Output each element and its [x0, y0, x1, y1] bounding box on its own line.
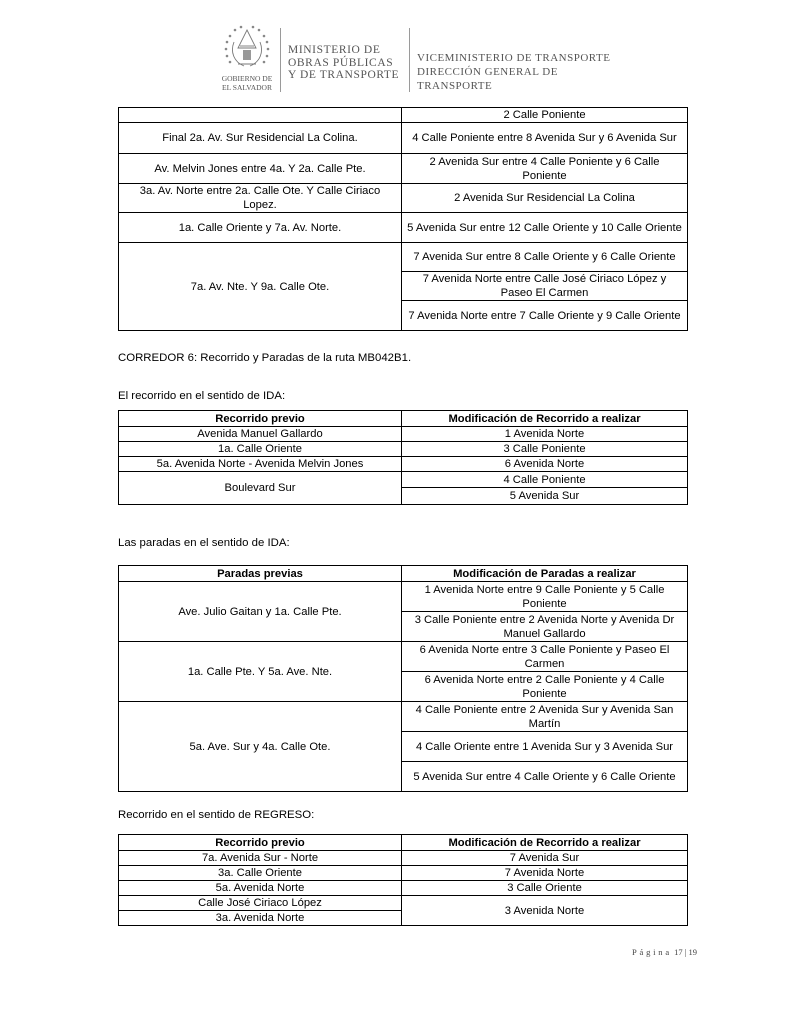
table-row: [119, 457, 688, 472]
gov-line-1: GOBIERNO DE: [221, 74, 273, 83]
table-row: [119, 472, 688, 488]
table-cell: 1a. Calle Pte. Y 5a. Ave. Nte.: [119, 642, 402, 702]
table-cell: 4 Calle Oriente entre 1 Avenida Sur y 3 Avenida Sur: [402, 732, 688, 762]
column-header: Paradas previas: [119, 566, 402, 582]
page-total: 19: [688, 947, 698, 957]
column-header: Modificación de Paradas a realizar: [402, 566, 688, 582]
column-header: Recorrido previo: [119, 411, 402, 427]
table-cell: 2 Avenida Sur Residencial La Colina: [402, 184, 688, 213]
table-cell: 7a. Avenida Sur - Norte: [119, 851, 402, 866]
table-cell: Final 2a. Av. Sur Residencial La Colina.: [119, 123, 402, 154]
table-header-row: [119, 835, 688, 851]
table-row: [119, 427, 688, 442]
table-cell: 1a. Calle Oriente: [119, 442, 402, 457]
table-cell: 6 Avenida Norte: [402, 457, 688, 472]
continued-stops-table: [118, 107, 688, 331]
table-cell: 2 Calle Poniente: [402, 108, 688, 123]
ida-stops-label: Las paradas en el sentido de IDA:: [118, 537, 290, 549]
column-header: Recorrido previo: [119, 835, 402, 851]
table-cell: 7 Avenida Norte entre Calle José Ciriaco López y Paseo El Carmen: [402, 272, 688, 301]
table-cell: 3a. Calle Oriente: [119, 866, 402, 881]
table-cell: 3 Calle Poniente: [402, 442, 688, 457]
ida-stops-table: [118, 565, 688, 792]
table-header-row: [119, 566, 688, 582]
vice-line-2: DIRECCIÓN GENERAL DE TRANSPORTE: [417, 66, 558, 92]
table-cell: 5 Avenida Sur entre 4 Calle Oriente y 6 Calle Oriente: [402, 762, 688, 792]
table-cell: 3 Calle Poniente entre 2 Avenida Norte y Avenida Dr Manuel Gallardo: [402, 612, 688, 642]
ministry-line-3: Y DE TRANSPORTE: [288, 69, 400, 81]
table-cell: Av. Melvin Jones entre 4a. Y 2a. Calle Pte.: [119, 154, 402, 184]
table-cell: 4 Calle Poniente entre 2 Avenida Sur y Avenida San Martín: [402, 702, 688, 732]
table-cell: Boulevard Sur: [119, 472, 402, 505]
page-footer: [632, 947, 697, 957]
table-row: [119, 881, 688, 896]
table-cell: 5a. Avenida Norte - Avenida Melvin Jones: [119, 457, 402, 472]
table-cell: [119, 108, 402, 123]
table-cell: 4 Calle Poniente entre 8 Avenida Sur y 6 Avenida Sur: [402, 123, 688, 154]
table-row: [119, 184, 688, 213]
table-row: [119, 896, 688, 911]
table-cell: 4 Calle Poniente: [402, 472, 688, 488]
table-cell: 3 Avenida Norte: [402, 896, 688, 926]
table-cell: 5a. Ave. Sur y 4a. Calle Ote.: [119, 702, 402, 792]
table-row: [119, 108, 688, 123]
table-row: [119, 213, 688, 243]
regreso-route-label: Recorrido en el sentido de REGRESO:: [118, 809, 315, 821]
table-cell: 5a. Avenida Norte: [119, 881, 402, 896]
table-row: [119, 154, 688, 184]
ministry-line-1: MINISTERIO DE: [288, 44, 381, 56]
table-cell: 7 Avenida Sur entre 8 Calle Oriente y 6 Calle Oriente: [402, 243, 688, 272]
column-header: Modificación de Recorrido a realizar: [402, 411, 688, 427]
table-cell: 7 Avenida Norte: [402, 866, 688, 881]
vice-ministry-name: [417, 51, 632, 93]
table-cell: 7 Avenida Sur: [402, 851, 688, 866]
table-cell: Ave. Julio Gaitan y 1a. Calle Pte.: [119, 582, 402, 642]
table-cell: 5 Avenida Sur entre 12 Calle Oriente y 10 Calle Oriente: [402, 213, 688, 243]
table-row: [119, 243, 688, 272]
table-row: [119, 442, 688, 457]
government-emblem: [212, 22, 282, 100]
page-separator: |: [684, 947, 687, 957]
table-cell: 6 Avenida Norte entre 2 Calle Poniente y 4 Calle Poniente: [402, 672, 688, 702]
gov-line-2: EL SALVADOR: [222, 83, 272, 92]
table-cell: 1a. Calle Oriente y 7a. Av. Norte.: [119, 213, 402, 243]
table-cell: 2 Avenida Sur entre 4 Calle Poniente y 6 Calle Poniente: [402, 154, 688, 184]
ministry-name: [288, 44, 399, 82]
coat-of-arms-icon: [220, 24, 274, 74]
table-row: [119, 866, 688, 881]
table-cell: 3a. Av. Norte entre 2a. Calle Ote. Y Calle Ciriaco Lopez.: [119, 184, 402, 213]
table-cell: 1 Avenida Norte entre 9 Calle Poniente y 5 Calle Poniente: [402, 582, 688, 612]
table-cell: 5 Avenida Sur: [402, 488, 688, 505]
ida-route-table: [118, 410, 688, 505]
header-divider: [409, 28, 410, 92]
column-header: Modificación de Recorrido a realizar: [402, 835, 688, 851]
table-cell: 6 Avenida Norte entre 3 Calle Poniente y Paseo El Carmen: [402, 642, 688, 672]
table-row: [119, 123, 688, 154]
regreso-route-table: [118, 834, 688, 926]
ida-route-label: El recorrido en el sentido de IDA:: [118, 390, 286, 402]
table-cell: 3a. Avenida Norte: [119, 911, 402, 926]
document-header: [212, 22, 632, 102]
corredor-heading: CORREDOR 6: Recorrido y Paradas de la ruta MB042B1.: [118, 352, 412, 364]
table-row: [119, 642, 688, 672]
table-cell: 7a. Av. Nte. Y 9a. Calle Ote.: [119, 243, 402, 331]
ministry-line-2: OBRAS PÚBLICAS: [288, 56, 394, 69]
table-cell: Avenida Manuel Gallardo: [119, 427, 402, 442]
vice-line-1: VICEMINISTERIO DE TRANSPORTE: [417, 52, 611, 64]
government-label: [212, 74, 282, 92]
table-row: [119, 582, 688, 612]
table-cell: 7 Avenida Norte entre 7 Calle Oriente y 9 Calle Oriente: [402, 301, 688, 331]
table-cell: 3 Calle Oriente: [402, 881, 688, 896]
table-header-row: [119, 411, 688, 427]
page-number: 17: [674, 947, 683, 957]
table-cell: Calle José Ciriaco López: [119, 896, 402, 911]
table-row: [119, 702, 688, 732]
page-word: Página: [632, 947, 672, 957]
header-divider: [280, 28, 281, 92]
table-row: [119, 851, 688, 866]
table-cell: 1 Avenida Norte: [402, 427, 688, 442]
